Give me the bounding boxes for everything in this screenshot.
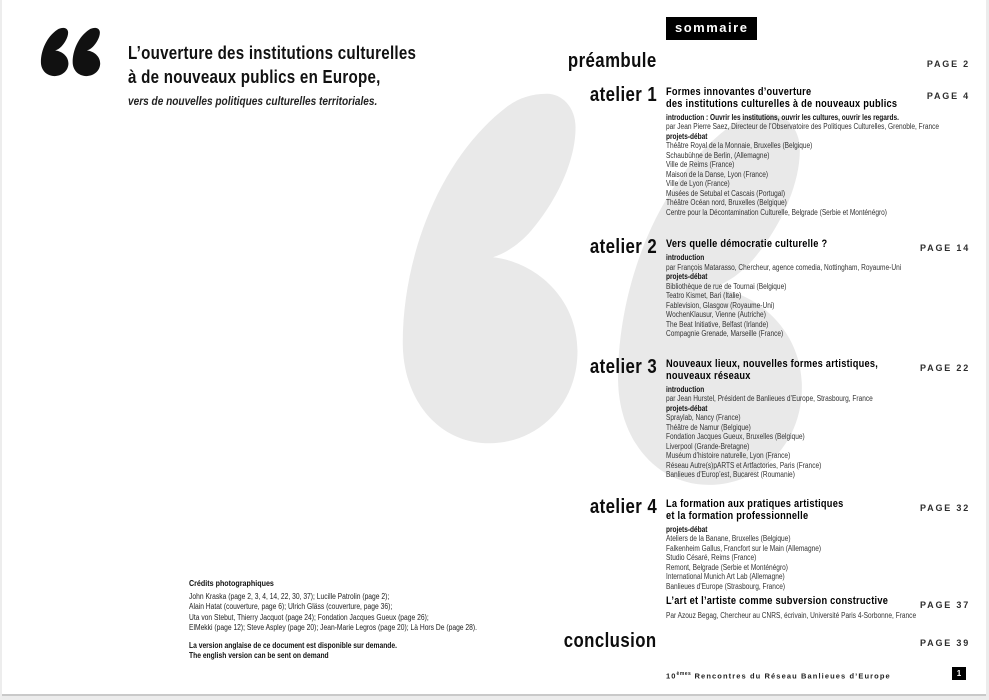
atelier-heading-line: des institutions culturelles à de nouveaux publics bbox=[666, 97, 898, 110]
quote-watermark-left-icon bbox=[397, 87, 589, 450]
toc-item: Ville de Lyon (France) bbox=[666, 179, 730, 188]
atelier-heading-line: La formation aux pratiques artistiques bbox=[666, 498, 844, 510]
toc-item: Théâtre de Namur (Belgique) bbox=[666, 422, 751, 432]
atelier-label: atelier 2 bbox=[589, 236, 657, 258]
page-number-badge: 1 bbox=[952, 667, 966, 680]
toc-item: Musées de Setubal et Cascais (Portugal) bbox=[666, 188, 786, 198]
atelier-label: atelier 1 bbox=[589, 84, 657, 106]
toc-item: The Beat Initiative, Belfast (Irlande) bbox=[666, 319, 769, 329]
atelier-heading-line: Vers quelle démocratie culturelle ? bbox=[666, 238, 828, 250]
toc-item: Teatro Kismet, Bari (Italie) bbox=[666, 291, 742, 300]
toc-item: par Jean Pierre Saez, Directeur de l’Observatoire des Politiques Culturelles, Grenoble, France bbox=[666, 122, 940, 131]
toc-item: Compagnie Grenade, Marseille (France) bbox=[666, 329, 784, 338]
atelier-heading bbox=[666, 239, 926, 251]
toc-item: Fondation Jacques Gueux, Bruxelles (Belgique) bbox=[666, 432, 805, 441]
toc-item: WochenKlausur, Vienne (Autriche) bbox=[666, 310, 766, 319]
toc-item: Ville de Reims (France) bbox=[666, 160, 735, 169]
credits-line: John Kraska (page 2, 3, 4, 14, 22, 30, 37); Lucille Patrolin (page 2); bbox=[189, 592, 390, 601]
subversion-page-ref: PAGE 37 bbox=[920, 600, 970, 610]
atelier-page-ref: PAGE 14 bbox=[920, 243, 970, 253]
atelier-items bbox=[666, 525, 926, 592]
atelier-page-ref: PAGE 22 bbox=[920, 363, 970, 373]
toc-item: Falkenheim Gallus, Francfort sur le Main (Allemagne) bbox=[666, 543, 822, 553]
toc-row-preambule bbox=[0, 50, 989, 80]
toc-item: Théâtre Royal de la Monnaie, Bruxelles (Belgique) bbox=[666, 141, 813, 150]
toc-item: International Munich Art Lab (Allemagne) bbox=[666, 572, 785, 581]
page-bottom-strip bbox=[0, 696, 989, 700]
toc-item: introduction bbox=[666, 384, 705, 394]
footer-edition bbox=[666, 671, 891, 681]
subversion-heading: L’art et l’artiste comme subversion constructive bbox=[666, 595, 889, 607]
atelier-heading-line: et la formation professionnelle bbox=[666, 509, 809, 522]
credits-note-line: La version anglaise de ce document est disponible sur demande. bbox=[189, 640, 398, 650]
toc-item: par Jean Hurstel, Président de Banlieues d’Europe, Strasbourg, France bbox=[666, 394, 873, 403]
toc-item: Bibliothèque de rue de Tournai (Belgique) bbox=[666, 281, 787, 291]
toc-item: Maison de la Danse, Lyon (France) bbox=[666, 169, 769, 179]
atelier-heading-line: nouveaux réseaux bbox=[666, 369, 751, 382]
toc-item: Banlieues d’Europe (Strasbourg, France) bbox=[666, 581, 786, 591]
toc-item: Studio Césaré, Reims (France) bbox=[666, 553, 757, 562]
toc-item: Spraylab, Nancy (France) bbox=[666, 413, 741, 422]
toc-item: projets-débat bbox=[666, 524, 708, 534]
credits-title: Crédits photographiques bbox=[189, 578, 274, 588]
toc-row-subversion bbox=[666, 596, 976, 620]
credits-note bbox=[189, 641, 477, 663]
title-subtitle: vers de nouvelles politiques culturelles territoriales. bbox=[128, 94, 378, 108]
atelier-label: atelier 3 bbox=[589, 356, 657, 378]
preambule-label: préambule bbox=[568, 50, 657, 72]
atelier-page-ref: PAGE 4 bbox=[926, 91, 970, 101]
title-line-1: L’ouverture des institutions culturelles bbox=[128, 43, 417, 63]
credits-note-line: The english version can be sent on demand bbox=[189, 651, 329, 661]
conclusion-page-ref: PAGE 39 bbox=[920, 638, 970, 648]
toc-item: Ateliers de la Banane, Bruxelles (Belgique) bbox=[666, 534, 791, 543]
credits-lines bbox=[189, 592, 477, 634]
toc-item: Réseau Autre(s)pARTS et Artfactories, Paris (France) bbox=[666, 460, 822, 470]
atelier-label: atelier 4 bbox=[589, 496, 657, 518]
credits-line: Alain Hatat (couverture, page 6); Ulrich Gläss (couverture, page 36); bbox=[189, 602, 393, 612]
toc-item: Banlieues d’Europ’est, Bucarest (Roumanie) bbox=[666, 470, 795, 479]
atelier-items bbox=[666, 385, 926, 480]
atelier-heading bbox=[666, 359, 926, 382]
preambule-page-ref: PAGE 2 bbox=[926, 59, 970, 69]
atelier-items bbox=[666, 112, 940, 218]
page-left-edge bbox=[0, 0, 2, 700]
atelier-items bbox=[666, 253, 926, 339]
title-line-2: à de nouveaux publics en Europe, bbox=[128, 67, 381, 87]
toc-item: par François Matarasso, Chercheur, agence comedia, Nottingham, Royaume-Uni bbox=[666, 262, 902, 272]
footer-edition-number: 10 bbox=[666, 671, 677, 681]
toc-item: projets-débat bbox=[666, 272, 708, 281]
atelier-heading bbox=[666, 87, 926, 110]
toc-row-conclusion bbox=[0, 630, 989, 660]
toc-item: projets-débat bbox=[666, 131, 708, 141]
toc-item: Fablevision, Glasgow (Royaume-Uni) bbox=[666, 300, 775, 310]
toc-item: projets-débat bbox=[666, 403, 708, 413]
sommaire-badge: sommaire bbox=[666, 17, 757, 40]
credits-line: Uta von Stebut, Thierry Jacquot (page 24); Fondation Jacques Gueux (page 26); bbox=[189, 612, 429, 622]
atelier-heading bbox=[666, 499, 926, 522]
toc-item: Schaubühne de Berlin, (Allemagne) bbox=[666, 150, 770, 160]
atelier-heading-line: Formes innovantes d’ouverture bbox=[666, 86, 812, 98]
toc-item: Muséum d’histoire naturelle, Lyon (France) bbox=[666, 451, 791, 460]
footer-edition-sup: èmes bbox=[676, 671, 692, 677]
credits-line: ElMekki (page 12); Steve Aspley (page 20); Jean-Marie Legros (page 20); Là Hors De (page 28). bbox=[189, 623, 478, 633]
toc-item: introduction : Ouvrir les institutions, ouvrir les cultures, ouvrir les regards. bbox=[666, 112, 899, 122]
toc-item: Centre pour la Décontamination Culturelle, Belgrade (Serbie et Monténégro) bbox=[666, 207, 887, 217]
atelier-heading-line: Nouveaux lieux, nouvelles formes artistiques, bbox=[666, 358, 879, 370]
atelier-page-ref: PAGE 32 bbox=[920, 503, 970, 513]
toc-item: Remont, Belgrade (Serbie et Monténégro) bbox=[666, 562, 788, 572]
photo-credits bbox=[189, 578, 477, 662]
toc-item: Liverpool (Grande-Bretagne) bbox=[666, 441, 750, 451]
subversion-byline: Par Azouz Begag, Chercheur au CNRS, écrivain, Université Paris 4-Sorbonne, France bbox=[666, 610, 917, 620]
toc-item: introduction bbox=[666, 253, 705, 262]
footer-edition-text: Rencontres du Réseau Banlieues d’Europe bbox=[691, 671, 891, 681]
toc-item: Théâtre Océan nord, Bruxelles (Belgique) bbox=[666, 198, 787, 207]
conclusion-label: conclusion bbox=[564, 630, 657, 652]
